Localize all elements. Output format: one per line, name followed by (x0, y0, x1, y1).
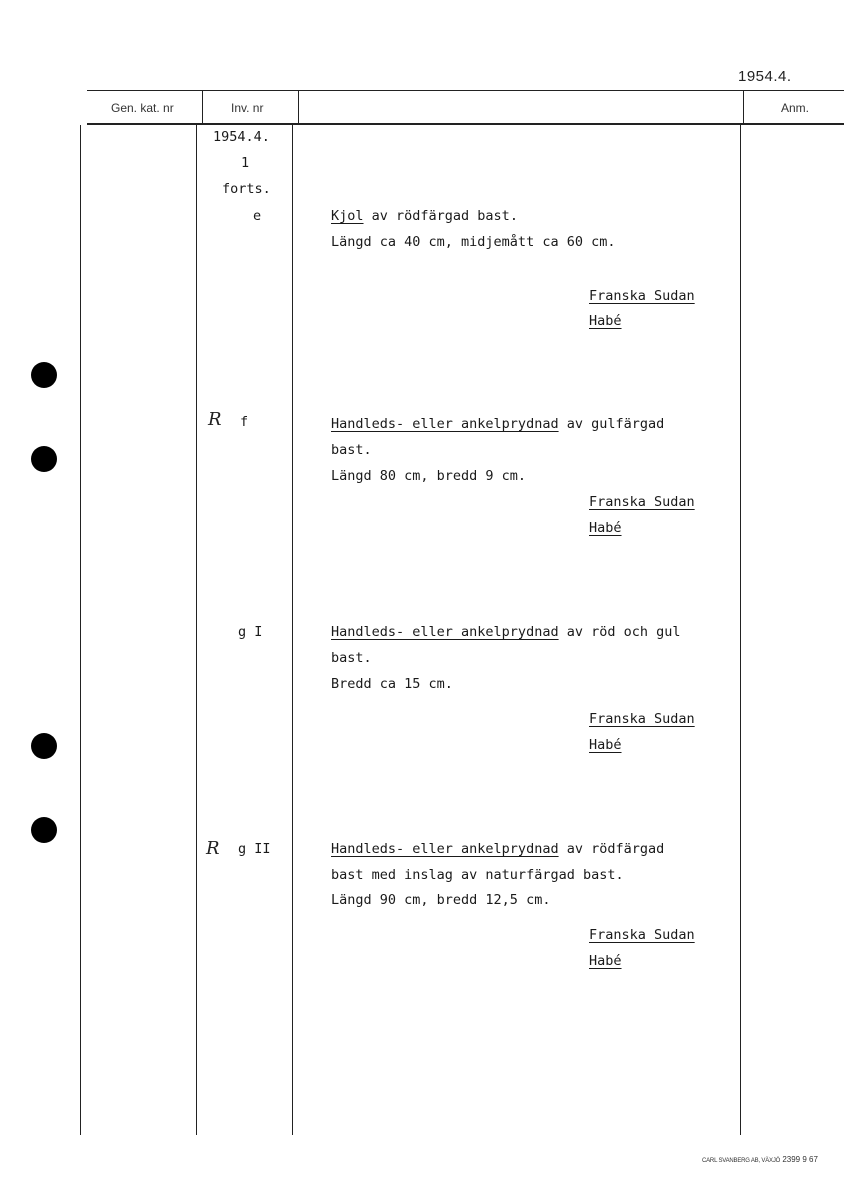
column-divider-left-body (196, 125, 197, 1135)
inv-subnumber: 1 (241, 155, 250, 171)
entry-letter: e (253, 208, 262, 224)
entry-letter: f (240, 414, 249, 430)
column-header-gen-kat-nr: Gen. kat. nr (111, 101, 174, 115)
entry-measurements: Längd 90 cm, bredd 12,5 cm. (331, 892, 551, 908)
column-divider-left (202, 91, 203, 123)
entry-place: Franska Sudan (589, 494, 695, 510)
entry-object-name: Handleds- eller ankelprydnad (331, 624, 559, 640)
entry-description-line2: bast. (331, 650, 372, 666)
column-header-inv-nr: Inv. nr (231, 101, 264, 115)
entry-people: Habé (589, 953, 622, 969)
page-number: 1954.4. (738, 68, 792, 85)
column-divider-right-body (740, 125, 741, 1135)
entry-description-line2: bast. (331, 442, 372, 458)
entry-description-rest: av rödfärgad (558, 841, 665, 857)
entry-object-name: Handleds- eller ankelprydnad (331, 841, 559, 857)
entry-letter: g I (238, 624, 263, 640)
entry-place: Franska Sudan (589, 288, 695, 304)
inv-continued: forts. (222, 181, 271, 197)
entry-people: Habé (589, 313, 622, 329)
table-header-rule (87, 123, 844, 125)
entry-measurements: Bredd ca 15 cm. (331, 676, 453, 692)
outer-left-line (80, 125, 81, 1135)
entry-description-line1 (331, 208, 518, 225)
punch-hole (31, 446, 57, 472)
entry-description-line1 (331, 624, 681, 641)
column-header-anm: Anm. (781, 101, 810, 115)
inv-number: 1954.4. (213, 129, 270, 145)
entry-measurements: Längd 80 cm, bredd 9 cm. (331, 468, 527, 484)
entry-description-rest: av gulfärgad (558, 416, 665, 432)
handwritten-mark: R (206, 838, 220, 859)
form-code: 2399 9 67 (782, 1155, 818, 1164)
punch-hole (31, 817, 57, 843)
punch-hole (31, 362, 57, 388)
entry-description-rest: av rödfärgad bast. (363, 208, 518, 224)
table-top-rule (87, 90, 844, 91)
entry-description-rest: av röd och gul (558, 624, 681, 640)
printer-imprint (702, 1155, 818, 1164)
entry-place: Franska Sudan (589, 711, 695, 727)
printer-name: CARL SVANBERG AB, VÄXJÖ (702, 1158, 781, 1164)
column-divider-middle (298, 91, 299, 123)
entry-description-line1 (331, 841, 664, 858)
entry-place: Franska Sudan (589, 927, 695, 943)
entry-object-name: Handleds- eller ankelprydnad (331, 416, 559, 432)
entry-measurements: Längd ca 40 cm, midjemått ca 60 cm. (331, 234, 616, 250)
punch-hole (31, 733, 57, 759)
entry-letter: g II (238, 841, 271, 857)
entry-description-line2: bast med inslag av naturfärgad bast. (331, 867, 624, 883)
column-divider-right (743, 91, 744, 123)
entry-people: Habé (589, 520, 622, 536)
column-divider-middle-body (292, 125, 293, 1135)
entry-description-line1 (331, 416, 664, 433)
handwritten-mark: R (208, 409, 222, 430)
entry-object-name: Kjol (331, 208, 364, 224)
entry-people: Habé (589, 737, 622, 753)
